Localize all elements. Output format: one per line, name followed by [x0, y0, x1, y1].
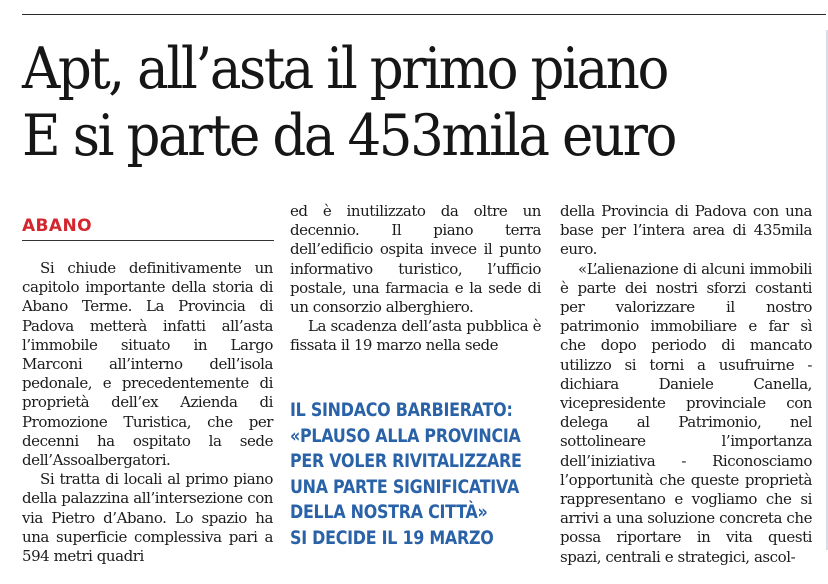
- headline-line-1: Apt, all’asta il primo piano: [22, 36, 668, 102]
- kicker-rule: [22, 240, 274, 241]
- paragraph: Si tratta di locali al primo piano della palazzina all’intersezione con via Pietro d’Abano. Lo spazio ha una superficie complessiva pari a 594 metri quadri: [22, 470, 273, 566]
- headline: [22, 36, 766, 170]
- pull-quote-line: UNA PARTE SIGNIFICATIVA: [290, 476, 520, 498]
- article-column-1: [22, 259, 273, 566]
- pull-quote-line: IL SINDACO BARBIERATO:: [290, 400, 513, 421]
- pull-quote-line: «PLAUSO ALLA PROVINCIA: [290, 425, 521, 447]
- pull-quote-line: SI DECIDE IL 19 MARZO: [290, 527, 494, 549]
- headline-line-2: E si parte da 453mila euro: [22, 103, 676, 169]
- section-kicker: ABANO: [22, 216, 92, 236]
- paragraph: ed è inutilizzato da oltre un decennio. Il piano terra dell’edificio ospita invece il punto informativo turistico, l’ufficio postale, una farmacia e la sede di un consorzio alberghiero.: [290, 202, 541, 317]
- paragraph: della Provincia di Padova con una base per l’intera area di 435mila euro.: [560, 202, 812, 259]
- paragraph: «L’alienazione di alcuni immobili è parte dei nostri sforzi costanti per valorizzare il nostro patrimonio immobiliare e far sì che dopo periodo di mancato utilizzo si torni a usufruirne - dichiara Daniele Canella, vicepresidente provinciale con delega al Patrimonio, nel sottolineare l’importanza dell’iniziativa - Riconosciamo l’opportunità che queste proprietà rappresentano e vogliamo che si arrivi a una soluzione concreta che possa riportare in vita questi spazi, centrali e strategici, ascol-: [560, 259, 812, 566]
- top-rule: [22, 14, 826, 15]
- paragraph: La scadenza dell’asta pubblica è fissata il 19 marzo nella sede: [290, 317, 541, 355]
- article-column-2: [290, 202, 541, 356]
- paragraph: Si chiude definitivamente un capitolo importante della storia di Abano Terme. La Provincia di Padova metterà infatti all’asta l’immobile situato in Largo Marconi all’interno dell’isola pedonale, e precedentemente di proprietà dell’ex Azienda di Promozione Turistica, che per decenni ha ospitato la sede dell’Assoalbergatori.: [22, 259, 273, 470]
- article-column-3: [560, 202, 812, 567]
- pull-quote-line: DELLA NOSTRA CITTÀ»: [290, 502, 488, 524]
- pull-quote-line: PER VOLER RIVITALIZZARE: [290, 451, 522, 473]
- pull-quote: [290, 398, 522, 552]
